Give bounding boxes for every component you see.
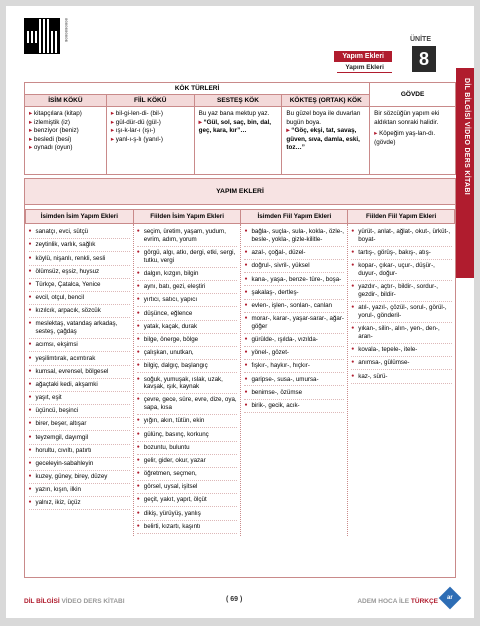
list-item: ● kana-, yaşa-, benze- türe-, boşa- xyxy=(244,273,344,286)
list-item: ● morar-, karar-, yaşar-sarar-, ağar-göğer xyxy=(244,313,344,334)
list-item: ● yeşilimtırak, acımtırak xyxy=(29,352,130,365)
list-item: ● belirti, kızartı, kaşıntı xyxy=(137,521,238,534)
list-item: ● yıkan-, silin-, alın-, yen-, den-, aran- xyxy=(351,323,451,344)
list-item: ● atıl-, yazıl-, çözül-, sorul-, görül-, yorul-, gönderil- xyxy=(351,302,451,323)
list-item: ● meslektaş, vatandaş arkadaş, sesteş, çağdaş xyxy=(29,318,130,339)
list-item: ● yazdır-, açtır-, bildir-, sordur-, gezdir-, bildir- xyxy=(351,281,451,302)
kok-turleri-title: KÖK TÜRLERİ xyxy=(25,83,370,95)
list-item: ● çevre, gece, süre, evre, dize, oya, sapa, kısa xyxy=(137,394,238,415)
list-item: ● üçüncü, beşinci xyxy=(29,405,130,418)
koktes-example: ▸ “Göç, ekşi, tat, savaş, güven, sıva, damla, eski, toz…” xyxy=(286,127,360,152)
list-item: ▸ yanl-ı-ş-lı (yanıl-) xyxy=(110,135,163,143)
list-item: ● evcil, otçul, bencil xyxy=(29,292,130,305)
unite-number: 8 xyxy=(412,46,436,72)
list-item: ● görgü, algı, atkı, dergi, etki, sergi, tutku, vergi xyxy=(137,247,238,268)
list-item: ● dikiş, yürüyüş, yanlış xyxy=(137,507,238,520)
list-item: ● seçim, üretim, yaşam, yudum, evrim, adım, yorum xyxy=(137,226,238,247)
isimden-fiil-column xyxy=(241,224,348,536)
list-item: ● azal-, çoğal-, düzel- xyxy=(244,247,344,260)
list-item: ● çalışkan, unutkan, xyxy=(137,347,238,360)
fiilden-isim-header: Fiilden İsim Yapım Ekleri xyxy=(133,210,241,224)
section-subtitle: Yapım Ekleri xyxy=(337,63,392,73)
list-item: ● yığın, akın, tütün, ekin xyxy=(137,415,238,428)
isimden-isim-column xyxy=(26,224,134,536)
list-item: ● ölümsüz, eşsiz, huysuz xyxy=(29,266,130,279)
list-item: ● zeytinlik, varlık, sağlık xyxy=(29,239,130,252)
list-item: ● tartış-, görüş-, bakış-, atış- xyxy=(351,247,451,260)
unite-label: ÜNİTE xyxy=(410,36,431,43)
list-item: ▸ ışı-k-lar-ı (ışı-) xyxy=(110,127,156,135)
list-item: ● yürüt-, anlat-, ağlat-, okut-, ürküt-, boyat- xyxy=(351,226,451,247)
list-item: ● öğretmen, seçmen, xyxy=(137,468,238,481)
sestes-kok-header: SESTEŞ KÖK xyxy=(194,95,282,107)
list-item: ● benimse-, özümse xyxy=(244,386,344,399)
list-item: ● köylü, nişanlı, renkli, sesli xyxy=(29,252,130,265)
list-item: ● kızılcık, arpacık, sözcük xyxy=(29,305,130,318)
list-item: ▸ bil-gi-len-di- (bil-) xyxy=(110,110,163,117)
book-page xyxy=(6,6,474,618)
list-item: ● yaşıt, eşit xyxy=(29,392,130,405)
koktes-text: Bu güzel boya ile duvarları bugün boya. xyxy=(286,110,361,126)
govde-example: ▸ Köpeğim yaş-lan-dı. (gövde) xyxy=(374,130,436,146)
isimden-fiil-header: İsimden Fiil Yapım Ekleri xyxy=(241,210,348,224)
list-item: ● yırtıcı, satıcı, yapıcı xyxy=(137,294,238,307)
page-number: ( 69 ) xyxy=(226,596,243,603)
list-item: ● kuzey, güney, birey, düzey xyxy=(29,471,130,484)
list-item: ● yalnız, ikiz, üçüz xyxy=(29,497,130,510)
koktes-kok-header: KÖKTEŞ (ORTAK) KÖK xyxy=(282,95,370,107)
list-item: ● gürülde-, ışılda-, vızılda- xyxy=(244,334,344,347)
sestes-example: ▸ “Gül, sol, saç, bin, dal, geç, kara, kır”… xyxy=(198,118,272,135)
list-item: ▸ besledi (besi) xyxy=(29,135,72,143)
list-item: ● bağla-, suçla-, sula-, kokla-, özle-, besle-, yokla-, gizle-kilitle- xyxy=(244,226,344,247)
govde-cell xyxy=(370,107,456,175)
side-label: DİL BİLGİSİ VİDEO DERS KİTABI xyxy=(463,78,470,195)
list-item: ● geceleyin-sabahleyin xyxy=(29,458,130,471)
list-item: ▸ izlemiştik (iz) xyxy=(29,118,70,126)
list-item: ● bilge, önerge, bölge xyxy=(137,334,238,347)
list-item: ● sanatçı, evci, sütçü xyxy=(29,226,130,239)
list-item: ● aynı, batı, gezi, eleştiri xyxy=(137,281,238,294)
qr-code-image[interactable] xyxy=(24,18,60,54)
list-item: ▸ oynadı (oyun) xyxy=(29,144,73,152)
yapim-ekleri-grid xyxy=(25,209,455,536)
list-item: ● düşünce, eğlence xyxy=(137,307,238,320)
fiilden-fiil-column xyxy=(348,224,455,536)
list-item: ● evlen-, işlen-, sonlan-, canlan xyxy=(244,300,344,313)
list-item: ● ağaçtaki kedi, akşamki xyxy=(29,379,130,392)
sestes-text: Bu yaz bana mektup yaz. xyxy=(198,110,270,117)
koktes-kok-cell xyxy=(282,107,370,175)
list-item: ● şakalaş-, dertleş- xyxy=(244,286,344,299)
list-item: ▸ kitapçılara (kitap) xyxy=(29,110,82,117)
list-item: ● yönel-, gözet- xyxy=(244,347,344,360)
footer-brand: ADEM HOCA İLE TÜRKÇE xyxy=(357,598,438,605)
govde-text: Bir sözcüğün yapım eki aldıktan sonraki halidir. xyxy=(374,110,440,126)
list-item: ● kovala-, tepele-, itele- xyxy=(351,344,451,357)
list-item: ● soğuk, yumuşak, ıslak, uzak, kavşak, ışık, kaynak xyxy=(137,373,238,394)
list-item: ● birer, beşer, altışar xyxy=(29,418,130,431)
fiilden-isim-column xyxy=(133,224,241,536)
list-item: ● dalgın, kızgın, bilgin xyxy=(137,268,238,281)
qr-code-number: 0000000006 xyxy=(63,18,67,43)
fiilden-fiil-header: Fiilden Fiil Yapım Ekleri xyxy=(348,210,455,224)
footer-book-title: DİL BİLGİSİ VİDEO DERS KİTABI xyxy=(24,598,125,605)
fiil-koku-header: FİİL KÖKÜ xyxy=(106,95,194,107)
list-item: ● kaz-, sürü- xyxy=(351,370,451,383)
yapim-ekleri-title: YAPIM EKLERİ xyxy=(25,179,455,205)
list-item: ● birik-, gecik, acık- xyxy=(244,400,344,413)
list-item: ● kopar-, çıkar-, uçur-, düşür-, duyur-, doğur- xyxy=(351,260,451,281)
list-item: ● fışkır-, haykır-, hıçkır- xyxy=(244,360,344,373)
list-item: ● Türkçe, Çatalca, Yenice xyxy=(29,279,130,292)
yapim-ekleri-table xyxy=(24,178,456,578)
list-item: ● geçit, yakıt, yapıt, ölçüt xyxy=(137,494,238,507)
sestes-kok-cell xyxy=(194,107,282,175)
list-item: ● doğrul-, sivril-, yüksel xyxy=(244,260,344,273)
isimden-isim-header: İsimden İsim Yapım Ekleri xyxy=(26,210,134,224)
list-item: ▸ benziyor (beniz) xyxy=(29,127,79,135)
section-title: Yapım Ekleri xyxy=(334,51,392,62)
list-item: ● görsel, uysal, işitsel xyxy=(137,481,238,494)
govde-header: GÖVDE xyxy=(370,83,456,107)
list-item: ● bozuntu, buluntu xyxy=(137,442,238,455)
list-item: ● bilgiç, dalgıç, başlangıç xyxy=(137,360,238,373)
isim-koku-header: İSİM KÖKÜ xyxy=(25,95,107,107)
list-item: ● gelir, gider, okur, yazar xyxy=(137,455,238,468)
list-item: ● kumsal, evrensel, bölgesel xyxy=(29,366,130,379)
fiil-koku-cell xyxy=(106,107,194,175)
list-item: ● garipse-, susa-, umursa- xyxy=(244,373,344,386)
publisher-logo-icon: ar xyxy=(439,587,462,610)
list-item: ▸ gül-dür-dü (gül-) xyxy=(110,118,161,126)
list-item: ● anımsa-, gülümse- xyxy=(351,357,451,370)
list-item: ● horultu, cıvıltı, patırtı xyxy=(29,445,130,458)
kok-turleri-table xyxy=(24,82,456,175)
isim-koku-cell xyxy=(25,107,107,175)
list-item: ● teyzemgil, dayımgil xyxy=(29,431,130,444)
list-item: ● acımsı, ekşimsi xyxy=(29,339,130,352)
list-item: ● gülünç, basınç, korkunç xyxy=(137,428,238,441)
list-item: ● yazın, kışın, ilkin xyxy=(29,484,130,497)
list-item: ● yatak, kaçak, durak xyxy=(137,321,238,334)
